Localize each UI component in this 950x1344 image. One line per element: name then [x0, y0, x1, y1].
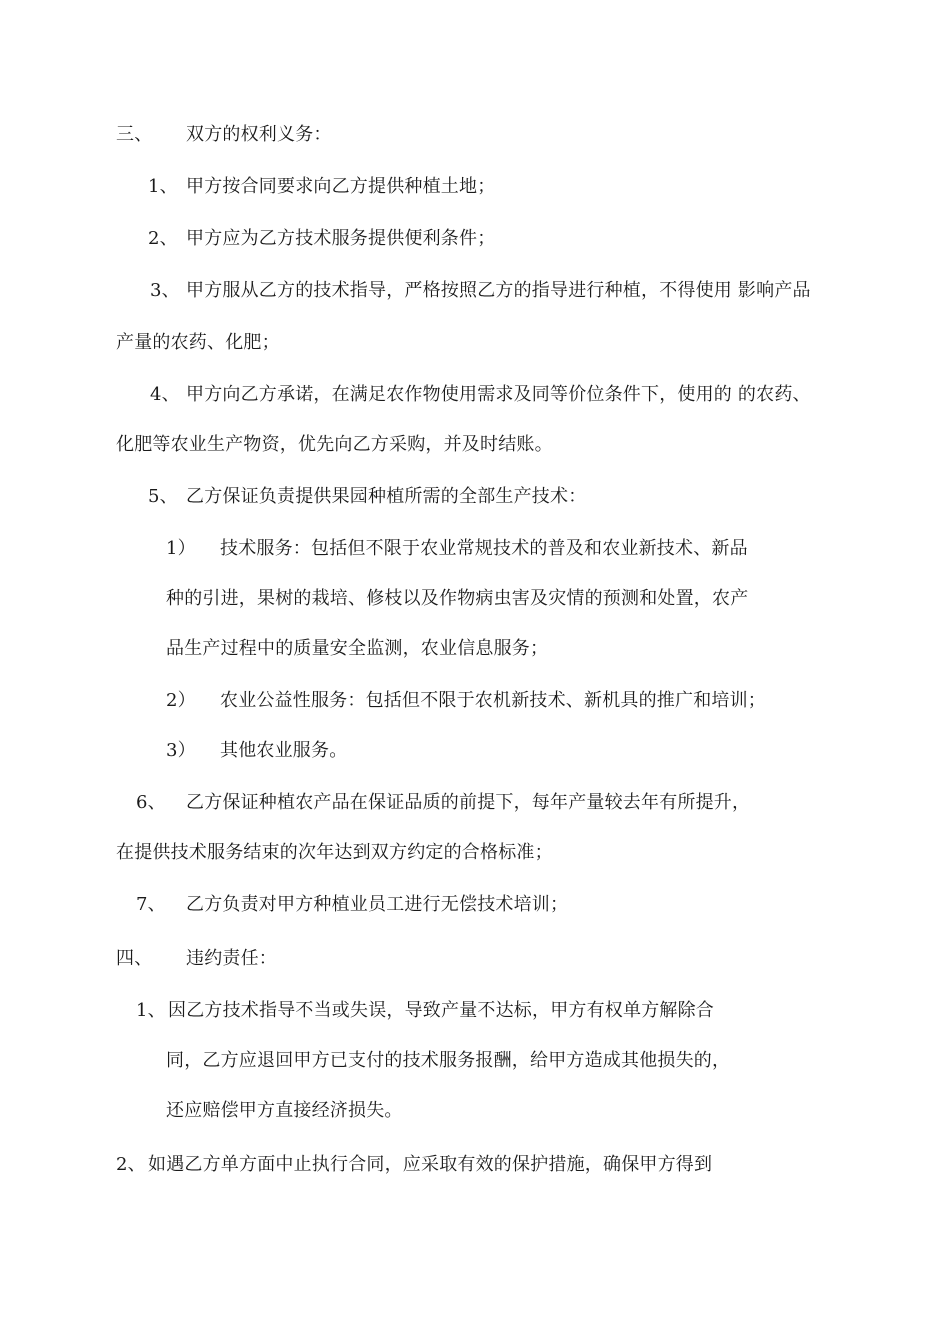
clause-text: 乙方负责对甲方种植业员工进行无偿技术培训； — [186, 894, 569, 915]
clause-text-line: 乙方保证种植农产品在保证品质的前提下，每年产量较去年有所提升， — [186, 792, 751, 813]
sub-clause — [166, 536, 748, 562]
sub-clause-text: 其他农业服务。 — [220, 740, 348, 761]
section-heading — [116, 946, 277, 972]
sub-clause-number: 2） — [166, 690, 196, 711]
sub-clause-number: 1） — [166, 538, 196, 559]
section-number: 三、 — [116, 124, 153, 145]
sub-clause-number: 3） — [166, 740, 196, 761]
clause-number: 5、 — [148, 486, 178, 507]
sub-clause-text-line: 技术服务：包括但不限于农业常规技术的普及和农业新技术、新品 — [220, 538, 748, 559]
clause-continuation: 还应赔偿甲方直接经济损失。 — [166, 1100, 403, 1121]
clause-number: 1、 — [136, 1000, 166, 1021]
sub-clause — [166, 738, 347, 764]
clause-number: 3、 — [150, 280, 180, 301]
clause-item — [136, 790, 750, 816]
clause-number: 2、 — [116, 1154, 146, 1175]
section-title: 双方的权利义务： — [186, 124, 332, 145]
clause-number: 6、 — [136, 792, 166, 813]
clause-item — [150, 382, 811, 408]
clause-continuation: 产量的农药、化肥； — [116, 332, 280, 353]
clause-text: 甲方按合同要求向乙方提供种植土地； — [186, 176, 496, 197]
clause-number: 4、 — [150, 384, 180, 405]
sub-clause — [166, 688, 766, 714]
clause-text: 甲方应为乙方技术服务提供便利条件； — [186, 228, 496, 249]
clause-item — [116, 1152, 712, 1178]
clause-number: 1、 — [148, 176, 178, 197]
clause-continuation: 化肥等农业生产物资，优先向乙方采购，并及时结账。 — [116, 434, 553, 455]
clause-continuation: 同，乙方应退回甲方已支付的技术服务报酬，给甲方造成其他损失的， — [166, 1050, 731, 1071]
clause-number: 2、 — [148, 228, 178, 249]
section-heading — [116, 122, 332, 148]
clause-item — [148, 174, 495, 200]
clause-text-line: 如遇乙方单方面中止执行合同，应采取有效的保护措施，确保甲方得到 — [148, 1154, 713, 1175]
clause-item — [136, 998, 714, 1024]
clause-continuation: 在提供技术服务结束的次年达到双方约定的合格标准； — [116, 842, 553, 863]
clause-item — [150, 278, 811, 304]
clause-text-line: 因乙方技术指导不当或失误，导致产量不达标，甲方有权单方解除合 — [168, 1000, 714, 1021]
clause-item — [148, 226, 495, 252]
clause-item — [148, 484, 586, 510]
clause-text-line: 甲方服从乙方的技术指导，严格按照乙方的指导进行种植，不得使用 影响产品 — [186, 280, 811, 301]
clause-text-line: 甲方向乙方承诺，在满足农作物使用需求及同等价位条件下，使用的 的农药、 — [186, 384, 811, 405]
section-number: 四、 — [116, 948, 153, 969]
sub-clause-text: 农业公益性服务：包括但不限于农机新技术、新机具的推广和培训； — [220, 690, 766, 711]
section-title: 违约责任： — [186, 948, 277, 969]
sub-clause-continuation: 品生产过程中的质量安全监测，农业信息服务； — [166, 638, 549, 659]
clause-text: 乙方保证负责提供果园种植所需的全部生产技术： — [186, 486, 587, 507]
clause-item — [136, 892, 568, 918]
clause-number: 7、 — [136, 894, 166, 915]
sub-clause-continuation: 种的引进，果树的栽培、修枝以及作物病虫害及灾情的预测和处置，农产 — [166, 588, 749, 609]
